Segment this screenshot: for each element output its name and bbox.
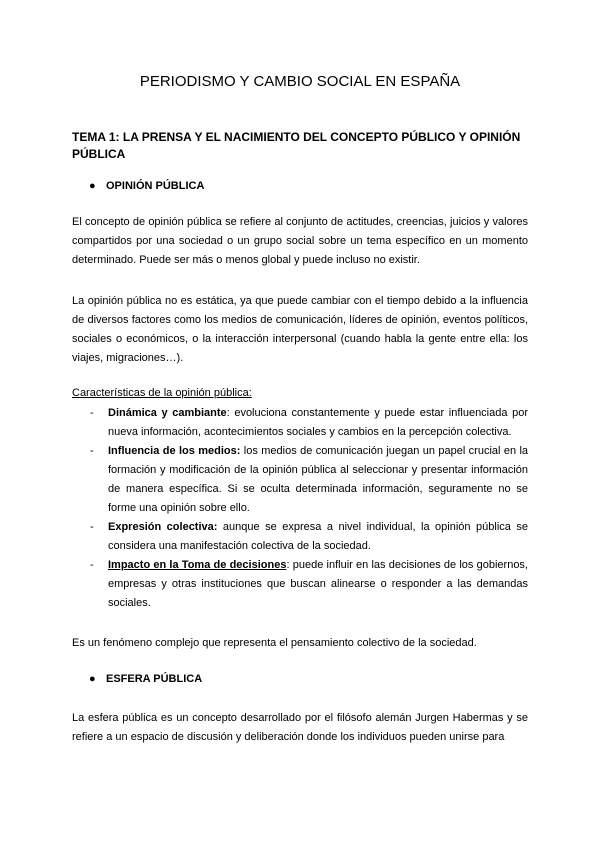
item-text: aunque se expresa a nivel individual, la opinión pública se considera una manifestación colectiva de la sociedad.: [108, 521, 528, 552]
item-label: Impacto en la Toma de decisiones: [108, 559, 287, 571]
item-text: : evoluciona constantemente y puede estar influenciada por nueva información, acontecimientos sociales y cambios en la percepción colectiva.: [108, 407, 528, 438]
topic-heading: TEMA 1: LA PRENSA Y EL NACIMIENTO DEL CONCEPTO PÚBLICO Y OPINIÓN PÚBLICA: [72, 130, 521, 161]
dash-marker: -: [90, 559, 94, 571]
paragraph-definition: El concepto de opinión pública se refiere al conjunto de actitudes, creencias, juicios y valores compartidos por una sociedad o un grupo social sobre un tema específico en un momento determinado. Puede ser más o menos global y puede incluso no existir.: [72, 216, 528, 266]
characteristics-subtitle: Características de la opinión pública:: [72, 387, 252, 399]
paragraph-dynamics: La opinión pública no es estática, ya que puede cambiar con el tiempo debido a la influencia de diversos factores como los medios de comunicación, líderes de opinión, eventos políticos, sociales o económicos, o la interacción interpersonal (cuando habla la gente entre ella: los viajes, migraciones…).: [72, 295, 528, 364]
dash-marker: -: [90, 521, 94, 533]
section-heading-label: ESFERA PÚBLICA: [106, 673, 203, 685]
item-label: Influencia de los medios:: [108, 445, 241, 457]
list-item: [90, 556, 528, 613]
section-heading-label: OPINIÓN PÚBLICA: [106, 180, 205, 192]
item-text: los medios de comunicación juegan un papel crucial en la formación y modificación de la opinión pública al seleccionar y presentar información de manera específica. Si se oculta determinada información, seguramente no se forme una opinión sobre ello.: [108, 445, 529, 514]
list-item: [90, 404, 528, 442]
paragraph-closing: Es un fenómeno complejo que representa el pensamiento colectivo de la sociedad.: [72, 637, 477, 649]
section-heading-opinion-publica: [89, 180, 204, 192]
paragraph-esfera: La esfera pública es un concepto desarrollado por el filósofo alemán Jurgen Habermas y se refiere a un espacio de discusión y deliberación donde los individuos pueden unirse para: [72, 712, 528, 743]
characteristics-list: [90, 404, 528, 613]
section-heading-esfera-publica: [89, 673, 202, 685]
bullet-icon: ●: [89, 673, 96, 685]
bullet-icon: ●: [89, 180, 96, 192]
item-label: Dinámica y cambiante: [108, 407, 227, 419]
list-item: [90, 518, 528, 556]
item-label: Expresión colectiva:: [108, 521, 218, 533]
dash-marker: -: [90, 445, 94, 457]
dash-marker: -: [90, 407, 94, 419]
list-item: [90, 442, 528, 518]
item-text: : puede influir en las decisiones de los gobiernos, empresas y otras instituciones que buscan alinearse o responder a las demandas sociales.: [108, 559, 528, 609]
document-title: PERIODISMO Y CAMBIO SOCIAL EN ESPAÑA: [139, 73, 461, 90]
